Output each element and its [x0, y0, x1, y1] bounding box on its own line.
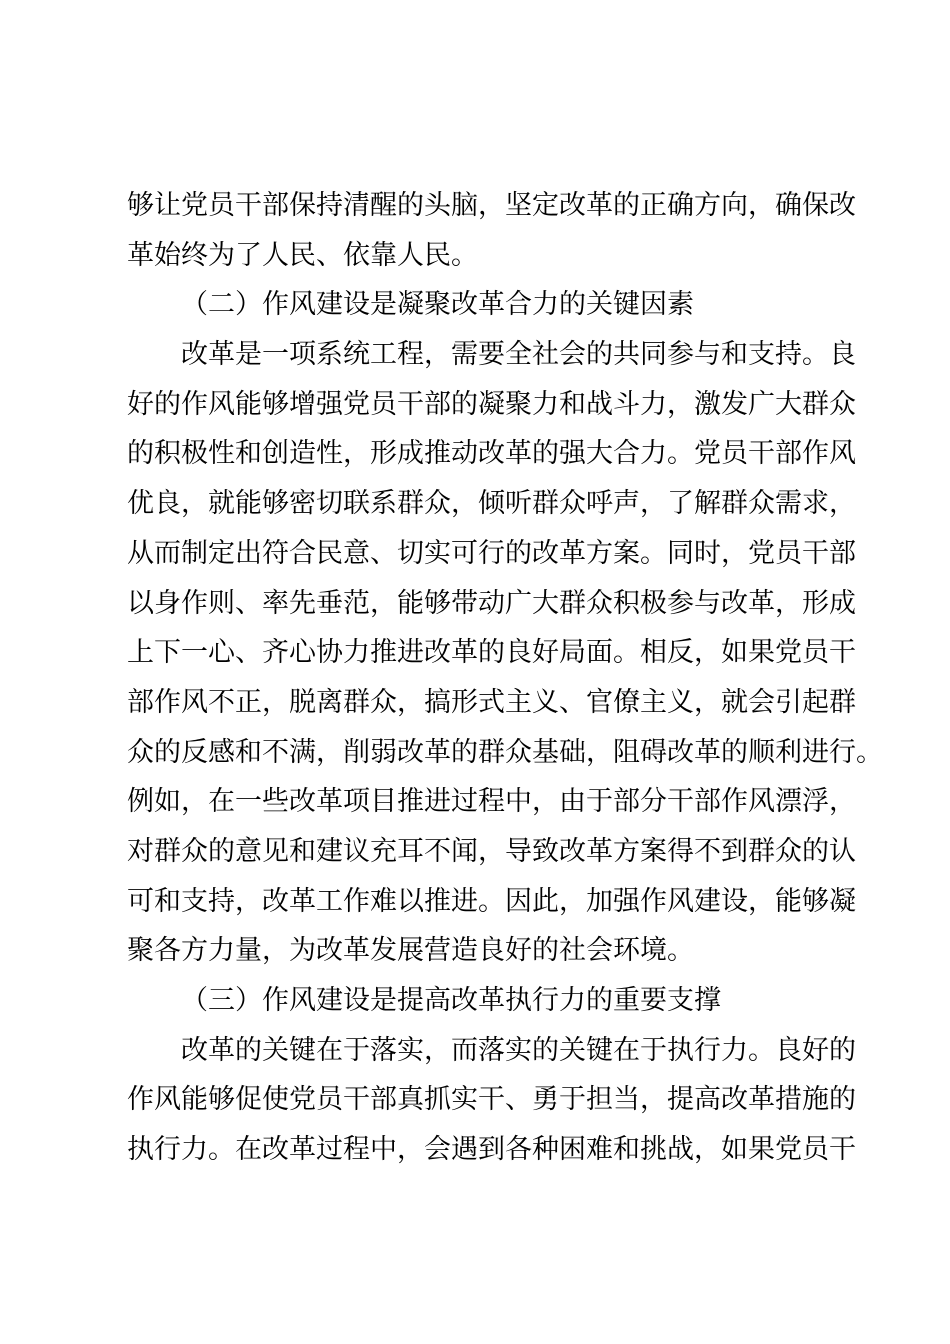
paragraph-first-line: 改革的关键在于落实，而落实的关键在于执行力。良好的 — [181, 1034, 856, 1066]
body-line: 执行力。在改革过程中，会遇到各种困难和挑战，如果党员干 — [127, 1134, 856, 1166]
document-body — [127, 181, 883, 1175]
body-line: 可和支持，改革工作难以推进。因此，加强作风建设，能够凝 — [127, 885, 856, 917]
section-heading: （三）作风建设是提高改革执行力的重要支撑 — [181, 985, 721, 1016]
body-line: 作风能够促使党员干部真抓实干、勇于担当，提高改革措施的 — [127, 1084, 856, 1116]
body-line: 众的反感和不满，削弱改革的群众基础，阻碍改革的顺利进行。 — [127, 736, 883, 768]
body-line: 从而制定出符合民意、切实可行的改革方案。同时，党员干部 — [127, 537, 856, 569]
body-line: 聚各方力量，为改革发展营造良好的社会环境。 — [127, 935, 694, 967]
body-line: 上下一心、齐心协力推进改革的良好局面。相反，如果党员干 — [127, 637, 856, 669]
body-line: 对群众的意见和建议充耳不闻，导致改革方案得不到群众的认 — [127, 835, 856, 867]
body-line: 的积极性和创造性，形成推动改革的强大合力。党员干部作风 — [127, 438, 856, 470]
paragraph-first-line: 改革是一项系统工程，需要全社会的共同参与和支持。良 — [181, 339, 856, 371]
body-line: 例如，在一些改革项目推进过程中，由于部分干部作风漂浮， — [127, 786, 856, 818]
body-line: 好的作风能够增强党员干部的凝聚力和战斗力，激发广大群众 — [127, 388, 856, 420]
section-heading: （二）作风建设是凝聚改革合力的关键因素 — [181, 289, 694, 321]
body-line: 优良，就能够密切联系群众，倾听群众呼声，了解群众需求， — [127, 488, 856, 520]
body-line: 够让党员干部保持清醒的头脑，坚定改革的正确方向，确保改 — [127, 190, 856, 221]
body-line: 革始终为了人民、依靠人民。 — [127, 239, 478, 271]
body-line: 以身作则、率先垂范，能够带动广大群众积极参与改革，形成 — [127, 587, 856, 619]
body-line: 部作风不正，脱离群众，搞形式主义、官僚主义，就会引起群 — [127, 686, 856, 718]
